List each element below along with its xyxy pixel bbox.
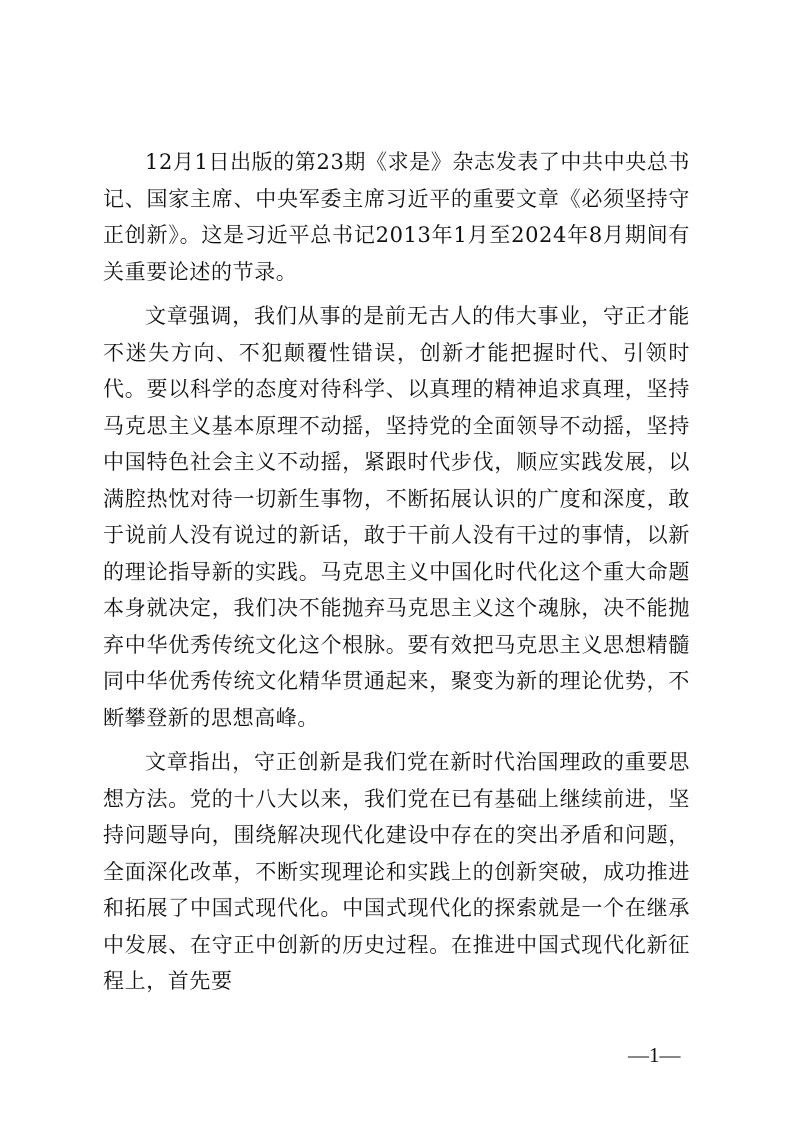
paragraph-intro: 12月1日出版的第23期《求是》杂志发表了中共中央总书记、国家主席、中央军委主席习近平的重要文章《必须坚持守正创新》。这是习近平总书记2013年1月至2024年8月期间有关重要论述的节录。 [103,150,691,284]
paragraph-emphasis: 文章强调，我们从事的是前无古人的伟大事业，守正才能不迷失方向、不犯颠覆性错误，创新才能把握时代、引领时代。要以科学的态度对待科学、以真理的精神追求真理，坚持马克思主义基本原理不动摇，坚持党的全面领导不动摇，坚持中国特色社会主义不动摇，紧跟时代步伐，顺应实践发展，以满腔热忱对待一切新生事物，不断拓展认识的广度和深度，敢于说前人没有说过的新话，敢于干前人没有干过的事情，以新的理论指导新的实践。马克思主义中国化时代化这个重大命题本身就决定，我们决不能抛弃马克思主义这个魂脉，决不能抛弃中华优秀传统文化这个根脉。要有效把马克思主义思想精髓同中华优秀传统文化精华贯通起来，聚变为新的理论优势，不断攀登新的思想高峰。 [103,304,690,730]
article-body [103,144,690,1008]
page-number: —1— [628,1043,681,1067]
paragraph-method: 文章指出，守正创新是我们党在新时代治国理政的重要思想方法。党的十八大以来，我们党在已有基础上继续前进，坚持问题导向，围绕解决现代化建设中存在的突出矛盾和问题，全面深化改革，不断实现理论和实践上的创新突破，成功推进和拓展了中国式现代化。中国式现代化的探索就是一个在继承中发展、在守正中创新的历史过程。在推进中国式现代化新征程上，首先要 [103,750,690,993]
